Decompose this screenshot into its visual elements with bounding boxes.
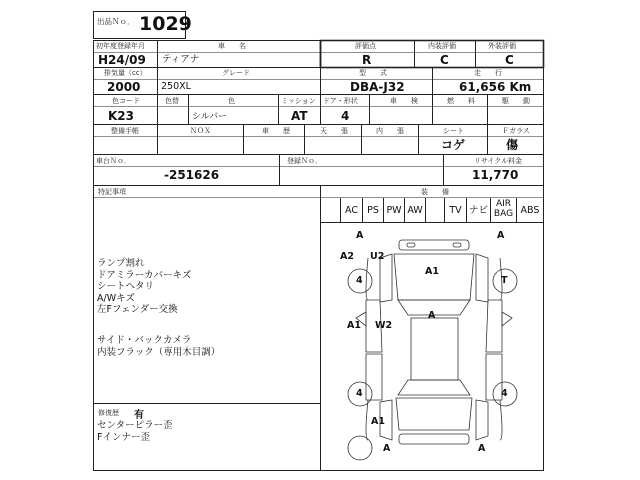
- equip-ac: AC: [345, 205, 358, 216]
- nox-label: ＮＯＸ: [190, 127, 211, 135]
- front-glass-value: 傷: [506, 138, 519, 152]
- inspection-label: 車 検: [390, 97, 418, 105]
- damage-mark: W2: [375, 320, 393, 331]
- roof-outline: [411, 318, 458, 380]
- mileage-label: 走 行: [474, 69, 502, 77]
- damage-mark: A1: [425, 266, 439, 277]
- damage-mark: U2: [370, 251, 385, 262]
- transmission-label: ミッション: [281, 97, 316, 105]
- chassis-number-label: 車台Ｎｏ．: [96, 157, 131, 165]
- equip-tv: TV: [449, 205, 462, 216]
- equip-pw: PW: [386, 205, 402, 216]
- note-line: ランプ割れ: [97, 258, 145, 269]
- recycle-fee-label: リサイクル料金: [474, 157, 523, 165]
- repair-history-label: 修復歴: [98, 409, 119, 417]
- equip-abs: ABS: [520, 205, 540, 216]
- maintenance-record-label: 整備手帳: [111, 127, 139, 135]
- color-label: 色: [228, 97, 235, 105]
- model-value: DBA-J32: [350, 80, 405, 94]
- note-line: 内装フラック（専用木目調）: [97, 347, 221, 358]
- lot-number: 1029: [139, 13, 192, 35]
- damage-mark: A: [478, 443, 486, 454]
- trunk-outline: [396, 398, 472, 430]
- interior-trim-label: 内 張: [376, 127, 404, 135]
- recycle-fee-value: 11,770: [472, 168, 519, 182]
- interior-rating-value: C: [440, 53, 449, 67]
- damage-mark: 4: [356, 275, 363, 286]
- front-bumper-outline: [399, 240, 469, 250]
- note-line: 左Fフェンダー交換: [97, 304, 178, 315]
- exterior-rating-label: 外装評価: [488, 42, 516, 50]
- headliner-label: 天 張: [320, 127, 348, 135]
- repair-history-value: 有: [134, 410, 144, 421]
- repair-line: センターピラー歪: [97, 420, 173, 431]
- grade-label: グレード: [222, 69, 250, 77]
- seat-value: コゲ: [441, 138, 466, 152]
- rear-bumper-outline: [399, 434, 469, 444]
- first-registration-label: 初年度登録年月: [96, 42, 145, 50]
- lot-number-label: 出品Ｎｏ．: [97, 17, 135, 26]
- equip-ps: PS: [367, 205, 379, 216]
- equip-airbag: AIR BAG: [493, 199, 514, 219]
- equip-navi: ナビ: [468, 205, 488, 216]
- color-value: シルバー: [192, 112, 228, 122]
- doors-shape-label: ドア・形状: [323, 97, 358, 105]
- doors-shape-value: 4: [341, 109, 350, 123]
- displacement-value: 2000: [107, 80, 141, 94]
- drive-label: 駆 動: [502, 97, 530, 105]
- car-name-label: 車 名: [218, 42, 246, 50]
- note-line: シートヘタリ: [97, 281, 155, 292]
- color-code-value: K23: [108, 109, 134, 123]
- interior-rating-label: 内装評価: [428, 42, 456, 50]
- note-line: A/Wキズ: [97, 293, 135, 304]
- vehicle-history-label: 車 歴: [262, 127, 290, 135]
- color-change-label: 色替: [165, 97, 179, 105]
- note-line: サイド・バックカメラ: [97, 335, 192, 346]
- registration-number-label: 登録Ｎｏ．: [287, 157, 322, 165]
- hood-outline: [394, 254, 474, 300]
- transmission-value: AT: [291, 109, 308, 123]
- damage-mark: A1: [347, 320, 361, 331]
- repair-line: Fインナー歪: [97, 432, 150, 443]
- equip-aw: AW: [407, 205, 423, 216]
- damage-mark: A: [497, 230, 505, 241]
- evaluation-score-label: 評価点: [355, 42, 376, 50]
- spare-wheel: [348, 436, 372, 460]
- front-glass-label: Ｆガラス: [502, 127, 530, 135]
- displacement-label: 排気量（cc）: [104, 69, 147, 77]
- car-name-value: ティアナ: [162, 54, 200, 65]
- damage-mark: A: [383, 443, 391, 454]
- damage-mark: T: [501, 275, 508, 286]
- exterior-rating-value: C: [505, 53, 514, 67]
- seat-label: シート: [443, 127, 464, 135]
- damage-mark: 4: [501, 388, 508, 399]
- damage-mark: 4: [356, 388, 363, 399]
- damage-mark: A: [428, 310, 436, 321]
- color-code-label: 色コード: [112, 97, 140, 105]
- notes-title: 特記事項: [98, 188, 126, 196]
- evaluation-score-value: R: [362, 53, 372, 67]
- fuel-label: 燃 料: [447, 97, 475, 105]
- chassis-number-value: -251626: [164, 168, 220, 182]
- damage-mark: A1: [371, 416, 385, 427]
- damage-mark: A: [356, 230, 364, 241]
- first-registration-value: H24/09: [98, 53, 146, 67]
- mileage-value: 61,656 Km: [459, 80, 532, 94]
- equipment-title: 装 備: [421, 188, 449, 196]
- model-label: 型 式: [359, 69, 387, 77]
- damage-mark: A2: [340, 251, 354, 262]
- grade-value: 250XL: [161, 81, 191, 92]
- note-line: ドアミラーカバーキズ: [97, 270, 192, 281]
